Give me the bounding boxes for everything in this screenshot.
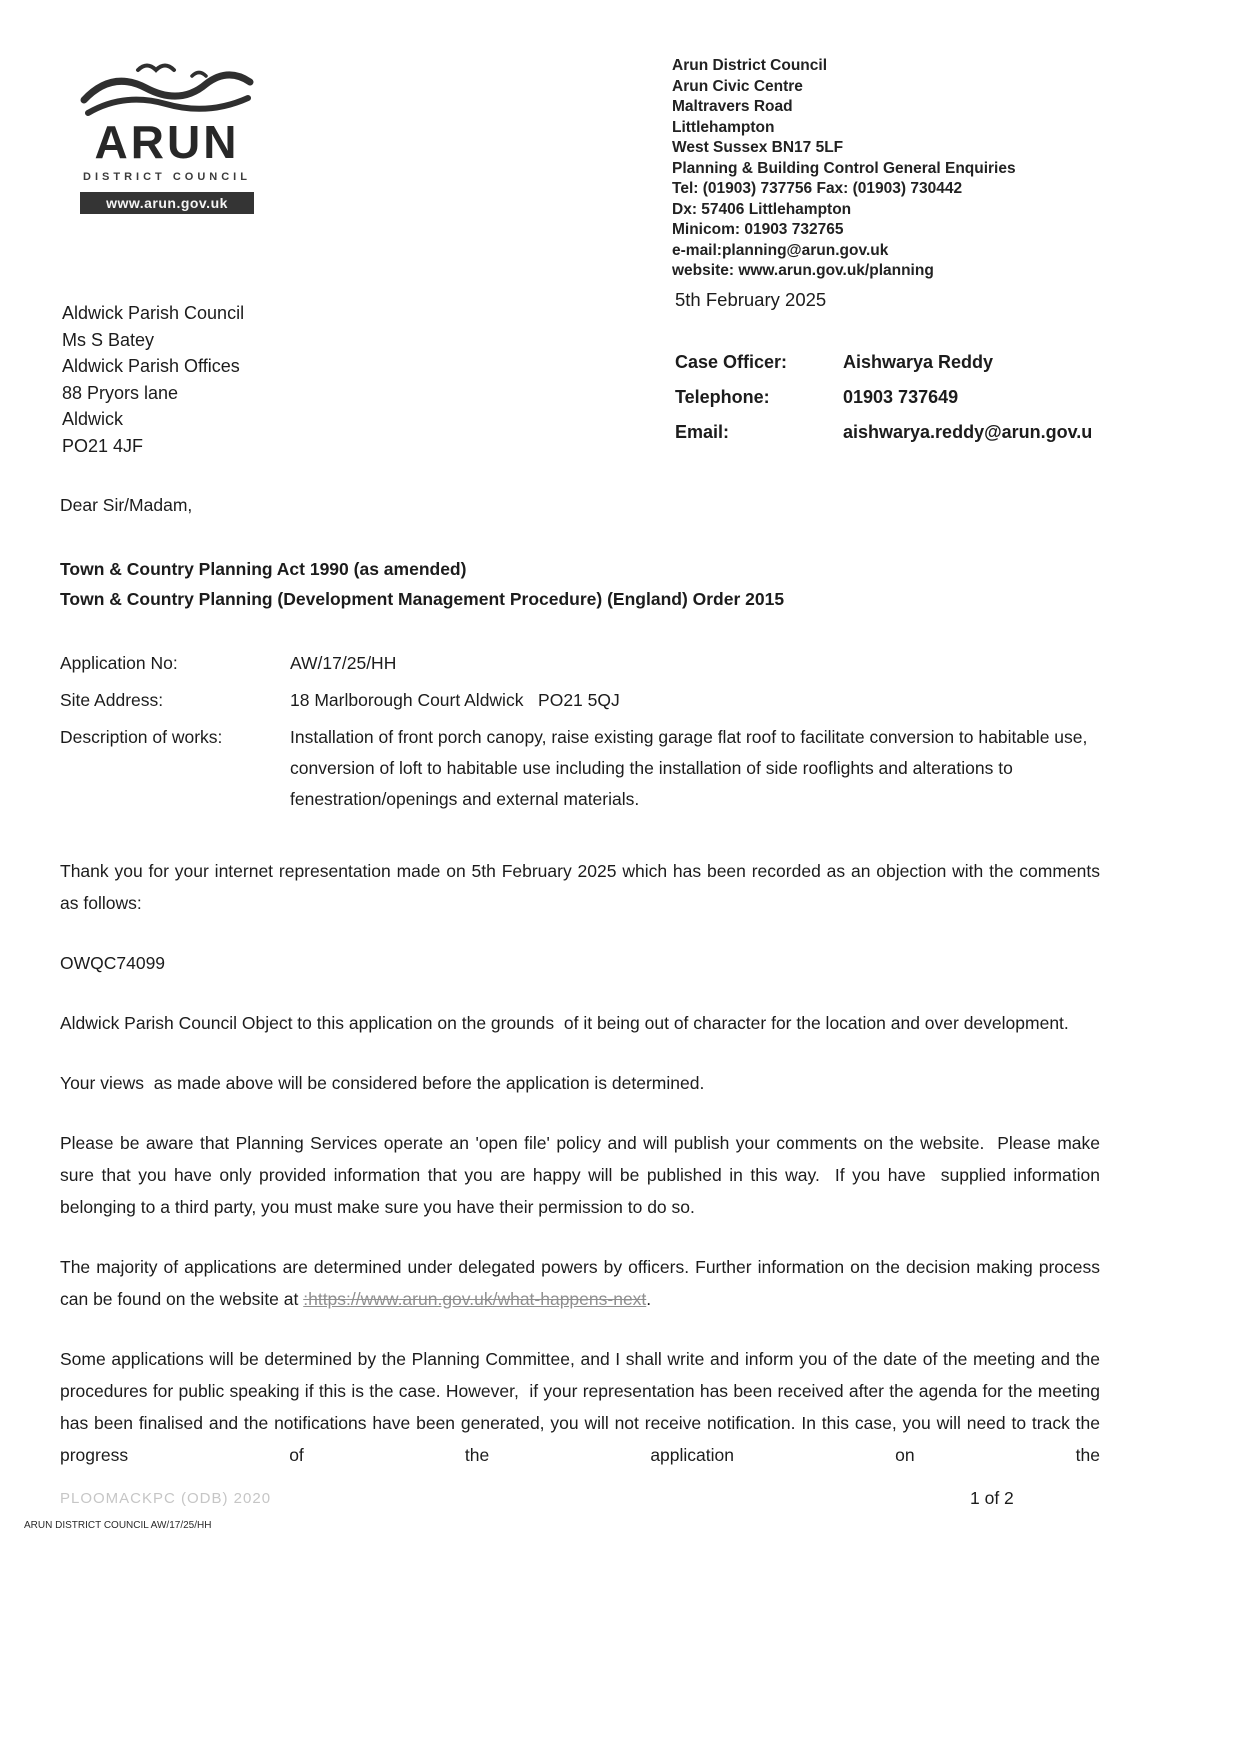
heading-planning-act: Town & Country Planning Act 1990 (as amended) [60, 559, 467, 579]
footer-print-code: PLOOMACKPC (ODB) 2020 [60, 1490, 272, 1507]
logo-website-bar: www.arun.gov.uk [80, 192, 254, 214]
page-number: 1 of 2 [970, 1488, 1014, 1508]
recipient-line: Aldwick [62, 409, 124, 429]
logo-name: ARUN [94, 116, 240, 168]
description-value: Installation of front porch canopy, raise existing garage flat roof to facilitate conversion to habitable use, conversion of loft to habitable use including the installation of side rooflights and alterations to fenestration/openings and external materials. [290, 727, 1093, 809]
telephone-label: Telephone: [675, 387, 770, 407]
heading-dmp-order: Town & Country Planning (Development Management Procedure) (England) Order 2015 [60, 589, 785, 609]
email-label: Email: [675, 422, 730, 442]
paragraph-open-file-policy: Please be aware that Planning Services operate an 'open file' policy and will publish your comments on the website. Please make sure that you have only provided information that you are happy will be published in this way. If you have supplied information belonging to a third party, you must make sure you have their permission to do so. [60, 1133, 1105, 1217]
delegated-powers-period: . [646, 1289, 652, 1309]
case-officer-table [675, 352, 1235, 457]
salutation: Dear Sir/Madam, [60, 495, 193, 515]
letter-date: 5th February 2025 [675, 289, 827, 310]
sender-line: Minicom: 01903 732765 [672, 221, 844, 238]
description-row [60, 722, 1100, 815]
application-no-row [60, 648, 1100, 679]
sender-line: Littlehampton [672, 118, 775, 136]
description-label: Description of works: [60, 727, 223, 747]
sender-address-block [672, 56, 1142, 282]
recipient-line: 88 Pryors lane [62, 382, 179, 403]
site-address-row [60, 685, 1100, 716]
telephone-row [675, 387, 1235, 408]
application-no-value: AW/17/25/HH [290, 653, 397, 673]
sender-line: Tel: (01903) 737756 Fax: (01903) 730442 [672, 180, 963, 197]
paragraph-planning-committee: Some applications will be determined by the Planning Committee, and I shall write and inform you of the date of the meeting and the procedures for public speaking if this is the case. However, if your representation has been received after the agenda for the meeting has been finalised and the notifications have been generated, you will not receive notification. In this case, you will need to track the progress of the application on the [60, 1349, 1105, 1465]
sender-line: Arun District Council [672, 57, 828, 74]
recipient-line: Aldwick Parish Council [62, 303, 245, 323]
application-details-table [60, 648, 1100, 815]
recipient-address-block [62, 300, 244, 459]
what-happens-next-link[interactable]: :https://www.arun.gov.uk/what-happens-next [303, 1289, 647, 1309]
email-row [675, 422, 1235, 443]
paragraph-objection-comment: Aldwick Parish Council Object to this application on the grounds of it being out of character for the location and over development. [60, 1013, 1069, 1033]
sender-line: Arun Civic Centre [672, 77, 803, 95]
recipient-line: Aldwick Parish Offices [62, 356, 240, 376]
representation-reference: OWQC74099 [60, 953, 166, 973]
legislation-headings [60, 554, 1100, 614]
case-officer-label: Case Officer: [675, 352, 788, 372]
application-no-label: Application No: [60, 653, 178, 673]
logo-subtitle: DISTRICT COUNCIL [83, 171, 251, 183]
paragraph-views-considered: Your views as made above will be considered before the application is determined. [60, 1073, 705, 1093]
footer-document-reference: ARUN DISTRICT COUNCIL AW/17/25/HH [24, 1520, 212, 1531]
paragraph-delegated-powers [60, 1251, 1105, 1315]
paragraph-acknowledgement: Thank you for your internet representation made on 5th February 2025 which has been recorded as an objection with the comments as follows: [60, 861, 1105, 913]
sender-line: Planning & Building Control General Enquiries [672, 159, 1016, 177]
telephone-value: 01903 737649 [843, 387, 959, 407]
site-address-value: 18 Marlborough Court Aldwick PO21 5QJ [290, 690, 620, 710]
site-address-label: Site Address: [60, 690, 164, 710]
letterhead-logo [80, 56, 254, 214]
sender-line: Dx: 57406 Littlehampton [672, 200, 852, 218]
recipient-line: Ms S Batey [62, 329, 155, 350]
sender-website-line: website: www.arun.gov.uk/planning [672, 262, 934, 279]
sender-line: Maltravers Road [672, 98, 793, 115]
letter-body [60, 489, 1105, 1499]
seagulls-waves-icon [80, 56, 254, 118]
sender-email-line: e-mail:planning@arun.gov.uk [672, 241, 889, 259]
recipient-line: PO21 4JF [62, 435, 144, 456]
sender-line: West Sussex BN17 5LF [672, 139, 844, 156]
email-value: aishwarya.reddy@arun.gov.u [843, 422, 1093, 442]
case-officer-value: Aishwarya Reddy [843, 352, 994, 372]
delegated-powers-text: The majority of applications are determined under delegated powers by officers. Further information on the decision making process can be found on the website at [60, 1257, 1105, 1309]
case-officer-row [675, 352, 1235, 373]
